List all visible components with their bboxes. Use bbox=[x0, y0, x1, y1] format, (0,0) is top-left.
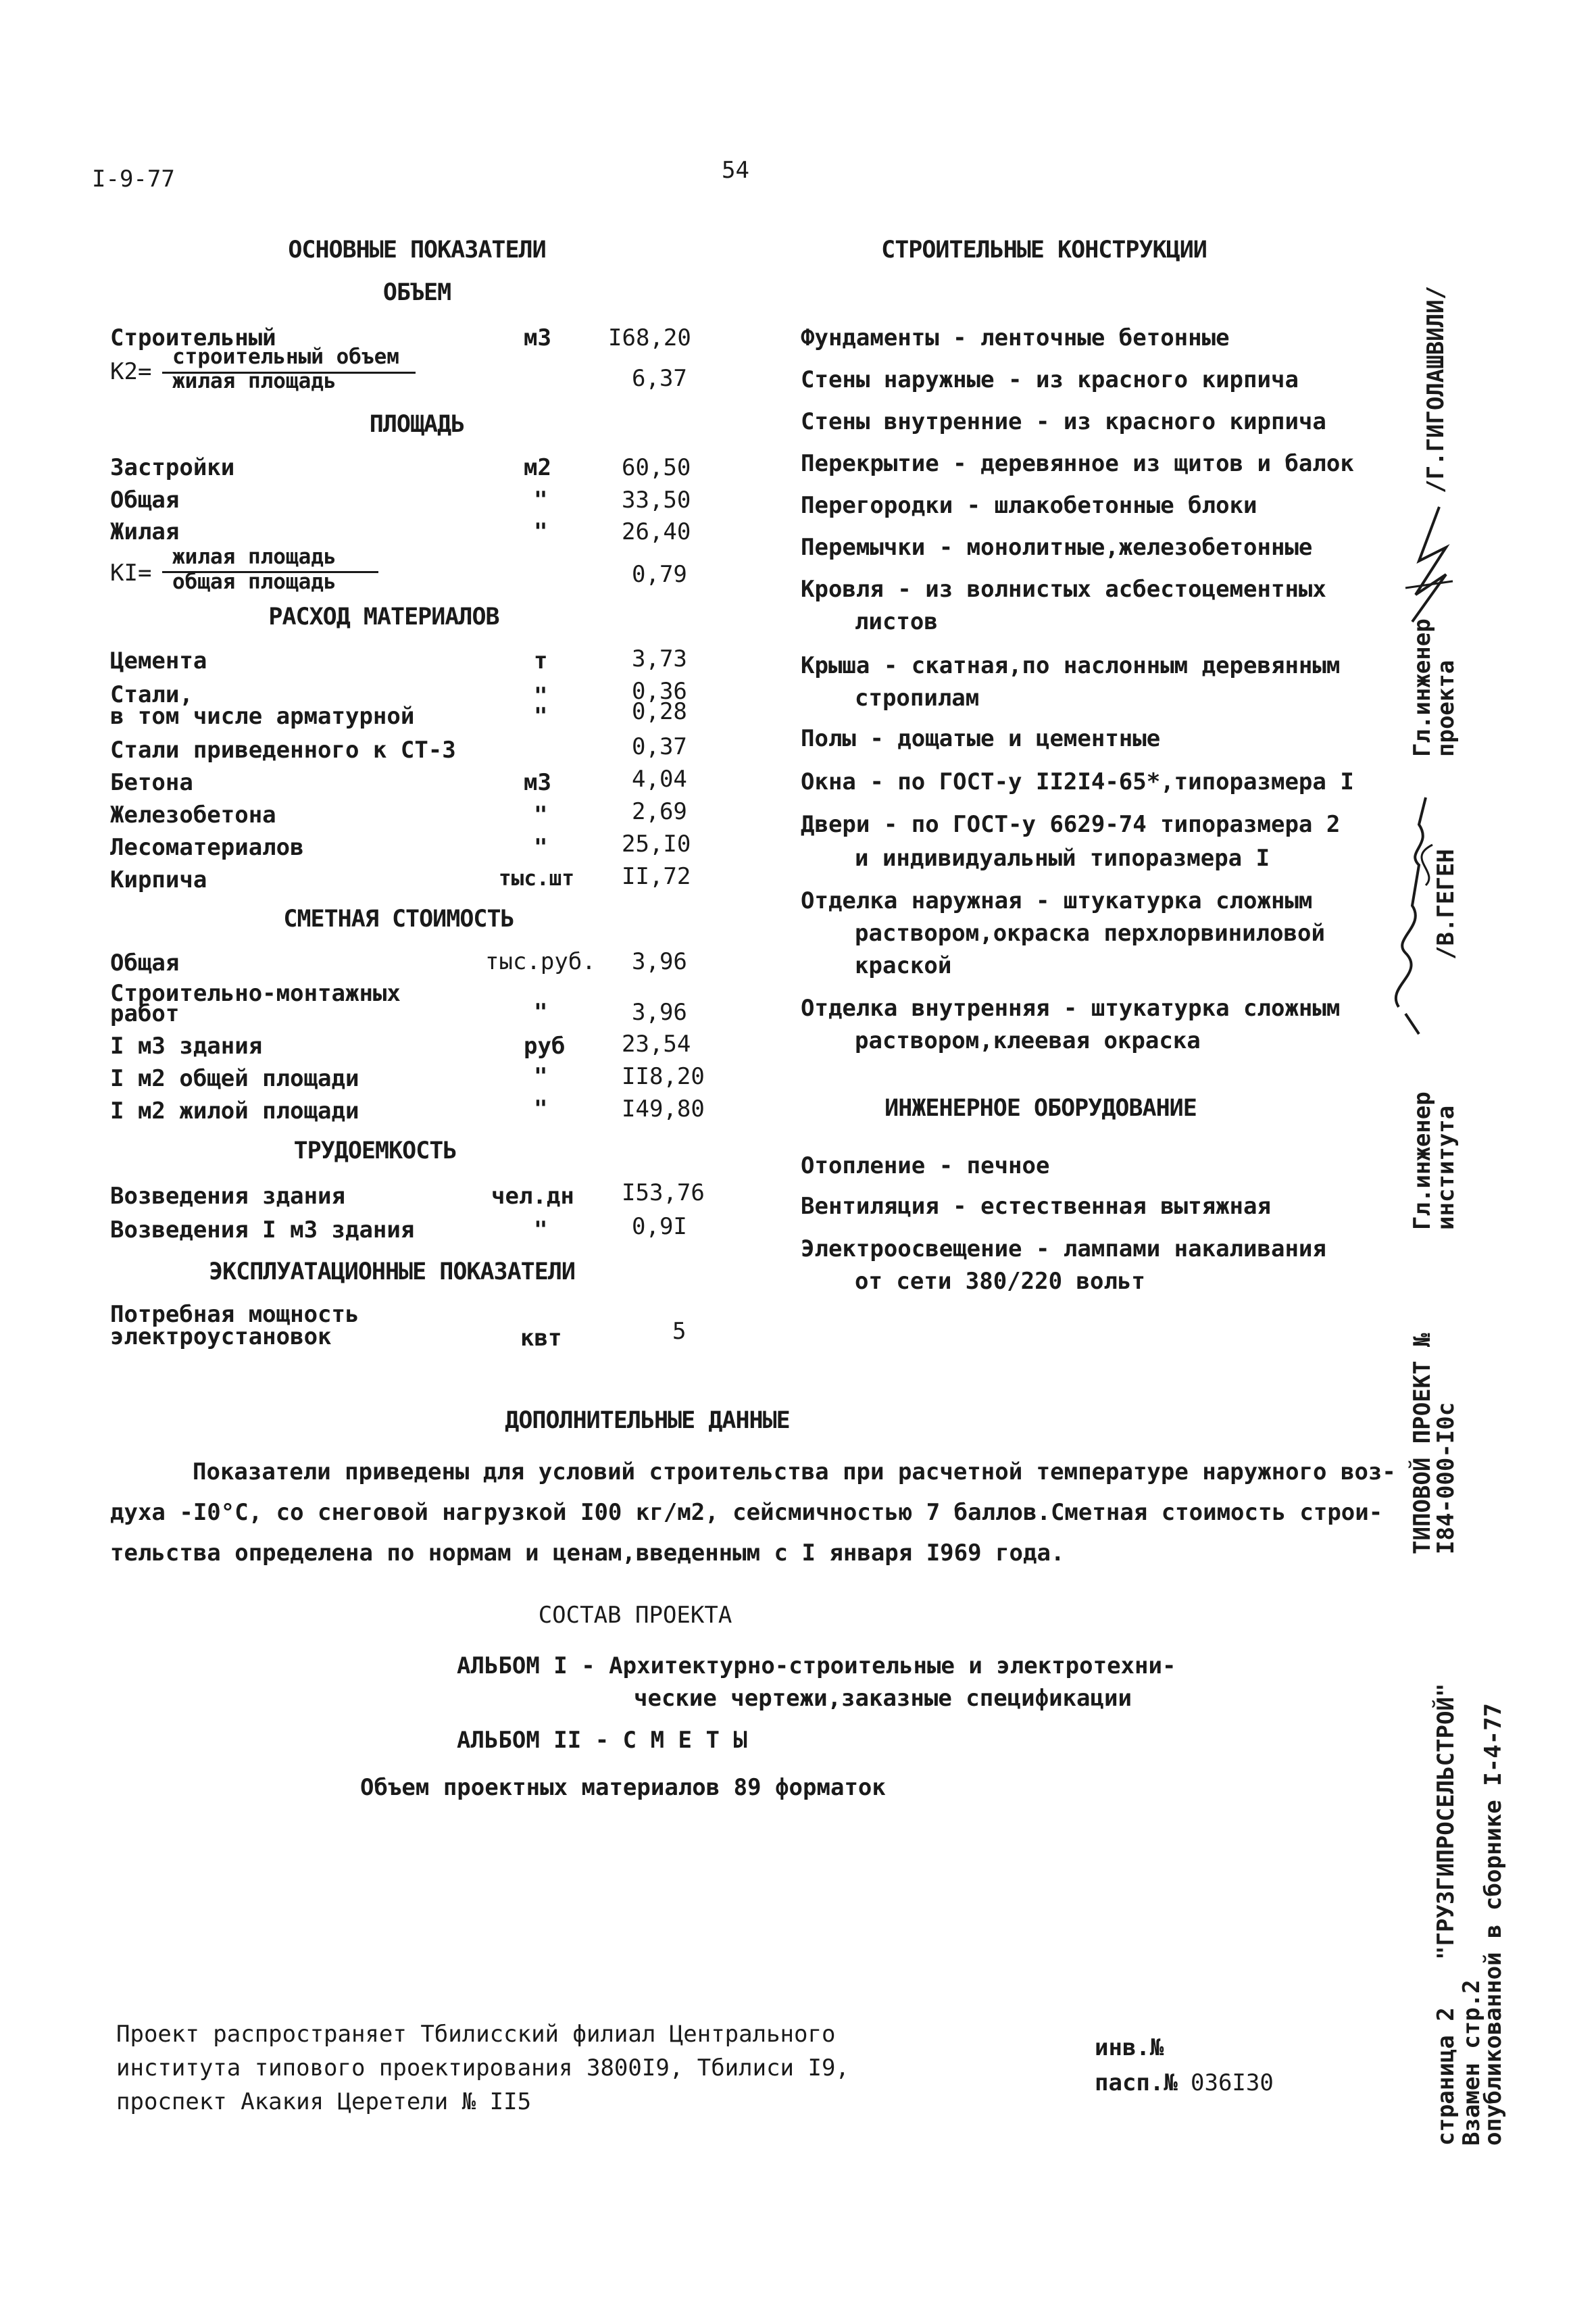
additional-title: ДОПОЛНИТЕЛЬНЫЕ ДАННЫЕ bbox=[505, 1407, 790, 1434]
steel-label-2: в том числе арматурной bbox=[110, 703, 415, 730]
album-1-line-1: АЛЬБОМ I - Архитектурно-строительные и электротехни- bbox=[457, 1652, 1176, 1679]
engineering-row: Отопление - печное bbox=[801, 1152, 1050, 1179]
side-project-label: ТИПОВОЙ ПРОЕКТ № bbox=[1409, 1333, 1436, 1554]
construction-row-cont: краской bbox=[855, 952, 952, 979]
materials-volume: Объем проектных материалов 89 форматок bbox=[360, 1774, 886, 1801]
cost-unit: " bbox=[534, 999, 548, 1026]
side-chief-engineer-institute-1: Гл.инженер bbox=[1409, 1091, 1436, 1230]
composition-title: СОСТАВ ПРОЕКТА bbox=[538, 1602, 732, 1629]
construction-row: Отделка наружная - штукатурка сложным bbox=[801, 887, 1313, 914]
k1-denominator: общая площадь bbox=[172, 570, 336, 594]
k1-value: 0,79 bbox=[632, 561, 687, 588]
construction-row: Отделка внутренняя - штукатурка сложным bbox=[801, 995, 1341, 1022]
engineering-title: ИНЖЕНЕРНОЕ ОБОРУДОВАНИЕ bbox=[884, 1095, 1197, 1122]
material-unit: тыс.шт bbox=[499, 866, 574, 891]
side-organization: "ГРУЗГИПРОСЕЛЬСТРОЙ" bbox=[1432, 1683, 1460, 1960]
cost-title: СМЕТНАЯ СТОИМОСТЬ bbox=[283, 906, 514, 933]
construction-row: Окна - по ГОСТ-у II2I4-65*,типоразмера I bbox=[801, 768, 1354, 795]
construction-row: Крыша - скатная,по наслонным деревянным bbox=[801, 652, 1341, 679]
area-label: Общая bbox=[110, 487, 180, 514]
construction-row-cont: стропилам bbox=[855, 685, 980, 712]
doc-code: I-9-77 bbox=[92, 166, 175, 193]
area-unit: " bbox=[534, 518, 548, 545]
operation-title: ЭКСПЛУАТАЦИОННЫЕ ПОКАЗАТЕЛИ bbox=[209, 1258, 575, 1285]
area-value: 26,40 bbox=[622, 518, 691, 545]
steel-unit: " bbox=[534, 683, 548, 710]
material-value: 2,69 bbox=[632, 798, 687, 825]
construction-row-cont: раствором,окраска перхлорвиниловой bbox=[855, 920, 1325, 947]
cost-label: I м2 общей площади bbox=[110, 1065, 359, 1092]
labor-unit: " bbox=[534, 1216, 548, 1244]
material-label: Цемента bbox=[110, 647, 207, 674]
labor-title: ТРУДОЕМКОСТЬ bbox=[293, 1137, 457, 1164]
area-title: ПЛОЩАДЬ bbox=[369, 411, 465, 438]
main-title: ОСНОВНЫЕ ПОКАЗАТЕЛИ bbox=[288, 237, 546, 264]
material-unit: м3 bbox=[524, 769, 551, 796]
signature-chief-engineer-institute bbox=[1378, 784, 1453, 1043]
operation-value: 5 bbox=[672, 1318, 687, 1345]
cost-unit: руб bbox=[524, 1033, 566, 1060]
cost-label: I м3 здания bbox=[110, 1033, 263, 1060]
materials-title: РАСХОД МАТЕРИАЛОВ bbox=[268, 604, 499, 631]
area-label: Застройки bbox=[110, 454, 235, 481]
cost-unit: " bbox=[534, 1063, 548, 1090]
area-unit: м2 bbox=[524, 454, 551, 481]
inventory-label: инв.№ bbox=[1095, 2034, 1164, 2061]
side-project-code: I84-000-I0с bbox=[1432, 1402, 1460, 1554]
construction-row: Стены внутренние - из красного кирпича bbox=[801, 408, 1326, 435]
material-label: Стали приведенного к СТ-3 bbox=[110, 737, 456, 764]
construction-row-cont: листов bbox=[855, 608, 938, 635]
side-page-3: опубликованной в сборнике I-4-77 bbox=[1480, 1702, 1507, 2146]
k2-numerator: строительный объем bbox=[172, 345, 399, 369]
footer-line-2: института типового проектирования 3800I9, Тбилиси I9, bbox=[116, 2054, 849, 2082]
area-unit: " bbox=[534, 487, 548, 514]
passport-number: 036I30 bbox=[1191, 2069, 1274, 2096]
side-chief-engineer-project-2: проекта bbox=[1432, 660, 1460, 757]
engineering-row-cont: от сети 380/220 вольт bbox=[855, 1268, 1145, 1295]
material-unit: " bbox=[534, 802, 548, 829]
k2-value: 6,37 bbox=[632, 365, 687, 392]
cost-unit: " bbox=[534, 1096, 548, 1123]
side-chief-engineer-institute-name: /В.ГЕГЕН bbox=[1432, 849, 1460, 960]
area-value: 33,50 bbox=[622, 487, 691, 514]
volume-built-label: Строительный bbox=[110, 324, 276, 351]
steel-unit: " bbox=[534, 703, 548, 730]
operation-label-2: электроустановок bbox=[110, 1323, 332, 1350]
cost-value: I49,80 bbox=[622, 1096, 705, 1123]
material-unit: " bbox=[534, 834, 548, 861]
construction-row-cont: раствором,клеевая окраска bbox=[855, 1027, 1201, 1054]
side-chief-engineer-institute-2: института bbox=[1432, 1105, 1460, 1230]
k2-denominator: жилая площадь bbox=[172, 369, 336, 393]
k2-label: К2= bbox=[110, 358, 152, 385]
construction-row-cont: и индивидуальный типоразмера I bbox=[855, 845, 1270, 872]
cost-value: 3,96 bbox=[632, 999, 687, 1026]
k1-label: КI= bbox=[110, 560, 152, 587]
area-label: Жилая bbox=[110, 518, 180, 545]
material-value: 0,37 bbox=[632, 733, 687, 760]
engineering-row: Электроосвещение - лампами накаливания bbox=[801, 1235, 1326, 1262]
construction-row: Перекрытие - деревянное из щитов и балок bbox=[801, 450, 1354, 477]
footer-line-3: проспект Акакия Церетели № II5 bbox=[116, 2088, 532, 2115]
cost-value: 23,54 bbox=[622, 1031, 691, 1058]
side-chief-engineer-project-name: /Г.ГИГОЛАШВИЛИ/ bbox=[1422, 285, 1449, 493]
constructions-title: СТРОИТЕЛЬНЫЕ КОНСТРУКЦИИ bbox=[881, 237, 1207, 264]
cost-cm-label-1: Строительно-монтажных bbox=[110, 980, 401, 1007]
construction-row: Фундаменты - ленточные бетонные bbox=[801, 324, 1230, 351]
signature-chief-engineer-project bbox=[1399, 493, 1460, 631]
passport-label: пасп.№ bbox=[1095, 2069, 1178, 2096]
cost-label: Общая bbox=[110, 950, 180, 977]
labor-label: Возведения I м3 здания bbox=[110, 1216, 415, 1244]
construction-row: Стены наружные - из красного кирпича bbox=[801, 366, 1299, 393]
steel-value: 0,36 bbox=[632, 678, 687, 705]
volume-built-value: I68,20 bbox=[608, 324, 691, 351]
additional-paragraph-line: духа -I0°С, со снеговой нагрузкой I00 кг/м2, сейсмичностью 7 баллов.Сметная стоимость строи- bbox=[110, 1499, 1383, 1526]
engineering-row: Вентиляция - естественная вытяжная bbox=[801, 1193, 1271, 1220]
material-value: 25,I0 bbox=[622, 831, 691, 858]
operation-label-1: Потребная мощность bbox=[110, 1301, 359, 1328]
construction-row: Полы - дощатые и цементные bbox=[801, 725, 1161, 752]
cost-unit: тыс.руб. bbox=[485, 948, 596, 975]
material-label: Кирпича bbox=[110, 866, 207, 893]
construction-row: Кровля - из волнистых асбестоцементных bbox=[801, 576, 1326, 603]
material-unit: т bbox=[534, 647, 548, 674]
cost-value: II8,20 bbox=[622, 1063, 705, 1090]
volume-title: ОБЪЕМ bbox=[382, 279, 451, 306]
album-2: АЛЬБОМ II - С М Е Т Ы bbox=[457, 1727, 747, 1754]
construction-row: Перегородки - шлакобетонные блоки bbox=[801, 492, 1257, 519]
labor-unit: чел.дн bbox=[491, 1183, 574, 1210]
material-value: II,72 bbox=[622, 863, 691, 890]
page-number: 54 bbox=[722, 157, 749, 184]
area-value: 60,50 bbox=[622, 454, 691, 481]
footer-line-1: Проект распространяет Тбилисский филиал Центрального bbox=[116, 2021, 836, 2048]
labor-label: Возведения здания bbox=[110, 1183, 345, 1210]
side-page-1: страница 2 bbox=[1432, 2007, 1460, 2146]
operation-unit: квт bbox=[520, 1325, 562, 1352]
additional-paragraph-line: тельства определена по нормам и ценам,введенным с I января I969 года. bbox=[110, 1540, 1065, 1567]
material-label: Лесоматериалов bbox=[110, 834, 304, 861]
material-value: 3,73 bbox=[632, 645, 687, 672]
cost-cm-label-2: работ bbox=[110, 1000, 180, 1027]
steel-value-rebar: 0,28 bbox=[632, 698, 687, 725]
k1-numerator: жилая площадь bbox=[172, 545, 336, 569]
construction-row: Двери - по ГОСТ-у 6629-74 типоразмера 2 bbox=[801, 811, 1341, 838]
volume-built-unit: м3 bbox=[524, 324, 551, 351]
cost-value: 3,96 bbox=[632, 948, 687, 975]
material-label: Железобетона bbox=[110, 802, 276, 829]
labor-value: 0,9I bbox=[632, 1213, 687, 1240]
album-1-line-2: ческие чертежи,заказные спецификации bbox=[634, 1685, 1132, 1712]
labor-value: I53,76 bbox=[622, 1179, 705, 1206]
cost-label: I м2 жилой площади bbox=[110, 1098, 359, 1125]
additional-paragraph-line: Показатели приведены для условий строительства при расчетной температуре наружного воз- bbox=[193, 1458, 1396, 1485]
material-label: Бетона bbox=[110, 769, 193, 796]
material-value: 4,04 bbox=[632, 766, 687, 793]
side-page-2: Взамен стр.2 bbox=[1458, 1979, 1485, 2146]
construction-row: Перемычки - монолитные,железобетонные bbox=[801, 534, 1313, 561]
side-chief-engineer-project-1: Гл.инженер bbox=[1409, 618, 1436, 757]
steel-label-1: Стали, bbox=[110, 681, 193, 708]
